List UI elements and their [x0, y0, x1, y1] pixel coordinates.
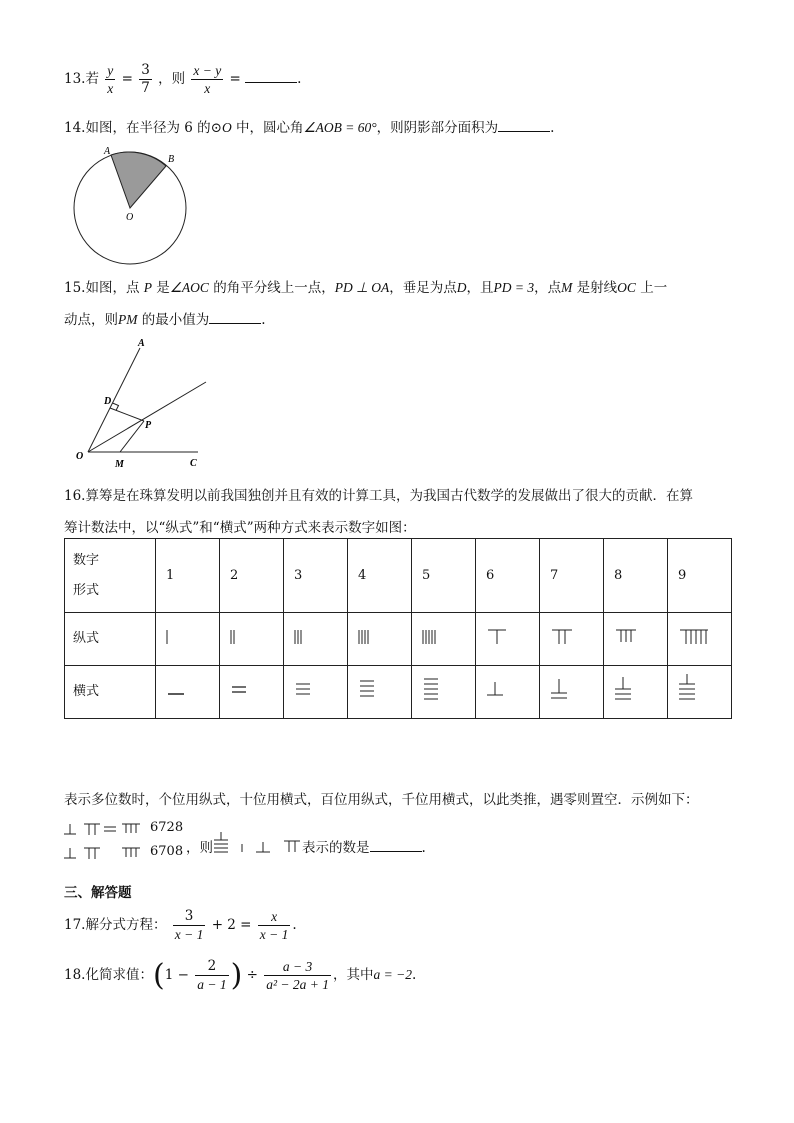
horizontal-rod-7 [540, 666, 604, 719]
row-label-horizontal: 横式 [65, 666, 156, 719]
horizontal-rod-9 [668, 666, 732, 719]
digit-cell: 5 [412, 539, 476, 613]
example-then: ，则 [186, 840, 213, 856]
label-M: M [115, 459, 124, 470]
answer-blank-14[interactable] [498, 119, 550, 132]
segment-PD [110, 408, 144, 421]
digit-cell: 7 [540, 539, 604, 613]
question-13: 13.若 $\frac{y}{x}$ = $\frac{3}{7}$ ，则 $\frac{x - y}{x}$ = . [64, 62, 302, 96]
horizontal-rod-2 [220, 666, 284, 719]
label-A: A [138, 338, 145, 349]
question-16-tail: 表示的数是 . [302, 840, 426, 856]
digit-cell: 3 [284, 539, 348, 613]
question-14: 14.如图，在半径为 6 的⊙O 中，圆心角∠AOB = 60°，则阴影部分面积为 . [64, 120, 555, 136]
digit-cell: 4 [348, 539, 412, 613]
horizontal-rod-6 [476, 666, 540, 719]
example-value-2: 6708 [150, 844, 184, 859]
counting-rod-table [64, 538, 732, 719]
question-18: 18.化简求值：(1 − $\frac{2}{a - 1}$ ) ÷ $\frac{a - 3}{\text{a² − 2a + 1}}$ ，其中a = −2. [64, 958, 417, 993]
label-O: O [126, 212, 134, 223]
label-C: C [190, 458, 197, 469]
horizontal-rod-8 [604, 666, 668, 719]
shaded-sector [111, 152, 166, 208]
row-label-vertical: 纵式 [65, 613, 156, 666]
vertical-rod-5 [412, 613, 476, 666]
digit-cell: 6 [476, 539, 540, 613]
digit-cell: 1 [156, 539, 220, 613]
question-16-line1: 16.算筹是在珠算发明以前我国独创并且有效的计算工具，为我国古代数学的发展做出了很大的贡献．在算 [64, 488, 693, 504]
label-D: D [104, 396, 112, 407]
vertical-rod-9 [668, 613, 732, 666]
angle-bisector-figure [72, 336, 212, 472]
question-15-line2: 动点，则PM 的最小值为 . [64, 312, 266, 328]
label-O: O [76, 451, 84, 462]
vertical-rod-2 [220, 613, 284, 666]
answer-blank-16[interactable] [370, 839, 422, 852]
section-title: 三、解答题 [64, 885, 132, 901]
label-A: A [104, 146, 111, 157]
question-15-line1: 15.如图，点 P 是∠AOC 的角平分线上一点，PD ⊥ OA，垂足为点D，且PD = 3，点M 是射线OC 上一 [64, 280, 668, 296]
question-16-rule: 表示多位数时，个位用纵式，十位用横式，百位用纵式，千位用横式，以此类推，遇零则置空．示例如下： [64, 792, 699, 808]
question-17: 17.解分式方程： $\frac{3}{x - 1}$ + 2 = $\frac{x}{x - 1}$ . [64, 908, 297, 942]
vertical-rod-8 [604, 613, 668, 666]
answer-blank-15[interactable] [209, 311, 261, 324]
vertical-rod-4 [348, 613, 412, 666]
label-B: B [168, 154, 175, 165]
horizontal-rod-3 [284, 666, 348, 719]
horizontal-rod-1 [156, 666, 220, 719]
digit-cell: 8 [604, 539, 668, 613]
example-value-1: 6728 [150, 820, 184, 835]
answer-blank-13[interactable] [245, 70, 297, 83]
digit-cell: 9 [668, 539, 732, 613]
digit-cell: 2 [220, 539, 284, 613]
horizontal-rod-5 [412, 666, 476, 719]
question-16-line2: 筹计数法中，以“纵式”和“横式”两种方式来表示数字如图： [64, 520, 416, 536]
vertical-rod-6 [476, 613, 540, 666]
header-cell: 数字 形式 [65, 539, 156, 613]
rod-examples [64, 818, 148, 862]
horizontal-rod-4 [348, 666, 412, 719]
vertical-rod-1 [156, 613, 220, 666]
vertical-rod-3 [284, 613, 348, 666]
circle-sector-figure [70, 140, 200, 266]
label-P: P [145, 420, 152, 431]
rod-question-number [212, 830, 302, 860]
vertical-rod-7 [540, 613, 604, 666]
